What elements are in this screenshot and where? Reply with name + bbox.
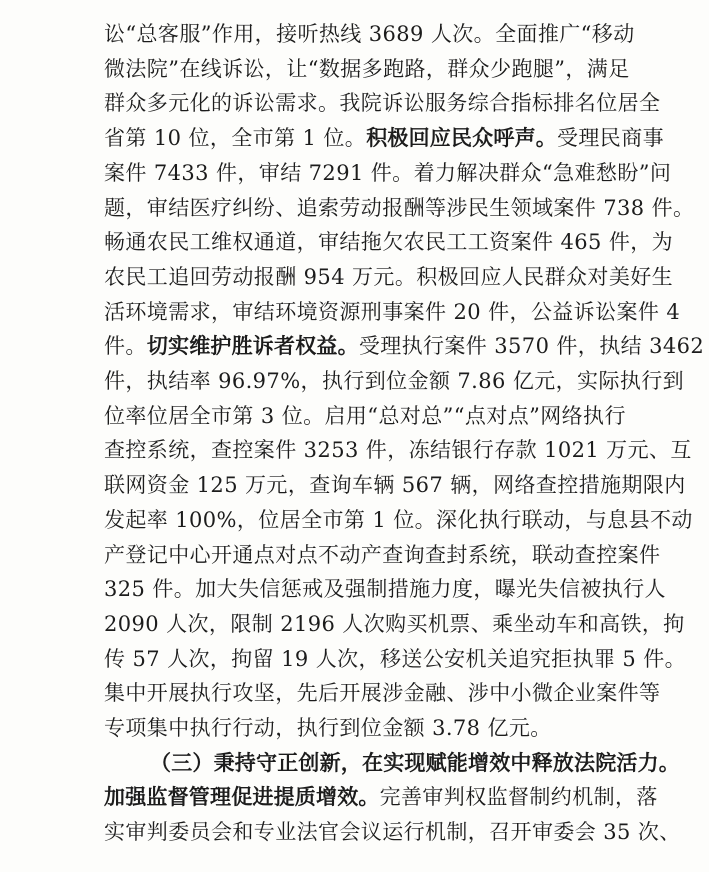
text-line <box>104 401 626 431</box>
text-line <box>104 574 666 604</box>
body-text: 案件 7433 件，审结 7291 件。着力解决群众“急难愁盼”问 <box>104 160 672 185</box>
body-text: 活环境需求，审结环境资源刑事案件 20 件，公益诉讼案件 4 <box>104 299 681 324</box>
text-line <box>104 262 673 292</box>
body-text: 产登记中心开通点对点不动产查询查封系统，联动查控案件 <box>104 542 661 567</box>
body-text: 微法院”在线诉讼，让“数据多跑路，群众少跑腿”，满足 <box>104 56 630 81</box>
body-text: 查控系统，查控案件 3253 件，冻结银行存款 1021 万元、互 <box>104 438 692 463</box>
text-line <box>104 193 694 223</box>
body-text: 完善审判权监督制约机制，落 <box>379 785 658 810</box>
text-line <box>104 366 684 396</box>
body-text: 省第 10 位，全市第 1 位。 <box>104 126 367 151</box>
text-line <box>104 297 680 327</box>
body-text: 群众多元化的诉讼需求。我院诉讼服务综合指标排名位居全 <box>104 91 661 116</box>
body-text: 题，审结医疗纠纷、追索劳动报酬等涉民生领域案件 738 件。 <box>104 195 695 220</box>
text-line <box>104 54 630 84</box>
text-line <box>104 19 635 49</box>
bold-heading-text: 切实维护胜诉者权益。 <box>146 334 359 359</box>
text-line <box>104 713 552 743</box>
body-text: 发起率 100%，位居全市第 1 位。深化执行联动，与息县不动 <box>104 507 693 532</box>
text-line <box>104 817 681 847</box>
body-text: 联网资金 125 万元，查询车辆 567 辆，网络查控措施期限内 <box>104 473 686 498</box>
body-text: 件，执结率 96.97%，执行到位金额 7.86 亿元，实际执行到 <box>104 369 685 393</box>
body-text: 集中开展执行攻坚，先后开展涉金融、涉中小微企业案件等 <box>104 681 661 706</box>
text-line <box>104 678 660 708</box>
text-line <box>104 609 685 639</box>
bold-heading-text: （三）秉持守正创新，在实现赋能增效中释放法院活力。 <box>150 750 680 775</box>
body-text: 实审判委员会和专业法官会议运行机制，召开审委会 35 次、 <box>104 820 681 845</box>
bold-heading-text: 积极回应民众呼声。 <box>366 126 557 151</box>
text-line <box>104 227 673 257</box>
body-text: 件。 <box>104 334 147 359</box>
body-text: 受理执行案件 3570 件，执结 3462 <box>358 334 705 359</box>
text-line <box>104 435 692 465</box>
body-text: 畅通农民工维权通道，审结拖欠农民工工资案件 465 件，为 <box>104 230 674 255</box>
text-line <box>104 88 660 118</box>
bold-heading-text: 加强监督管理促进提质增效。 <box>104 785 380 810</box>
text-line <box>104 123 664 153</box>
body-text: 农民工追回劳动报酬 954 万元。积极回应人民群众对美好生 <box>104 264 674 289</box>
text-line <box>150 748 680 778</box>
body-text: 325 件。加大失信惩戒及强制措施力度，曝光失信被执行人 <box>104 577 666 602</box>
body-text: 位率位居全市第 3 位。启用“总对总”“点对点”网络执行 <box>104 403 626 428</box>
text-line <box>104 470 686 500</box>
text-line <box>104 782 658 812</box>
text-line <box>104 331 704 361</box>
body-text: 2090 人次，限制 2196 人次购买机票、乘坐动车和高铁，拘 <box>104 611 685 636</box>
text-line <box>104 505 693 535</box>
body-text: 传 57 人次，拘留 19 人次，移送公安机关追究拒执罪 5 件。 <box>104 646 687 671</box>
body-text: 专项集中执行行动，执行到位金额 3.78 亿元。 <box>104 716 552 740</box>
body-text: 受理民商事 <box>557 126 664 151</box>
text-line <box>104 158 671 188</box>
body-text: 讼“总客服”作用，接听热线 3689 人次。全面推广“移动 <box>104 22 635 46</box>
text-line <box>104 644 686 674</box>
text-line <box>104 540 660 570</box>
